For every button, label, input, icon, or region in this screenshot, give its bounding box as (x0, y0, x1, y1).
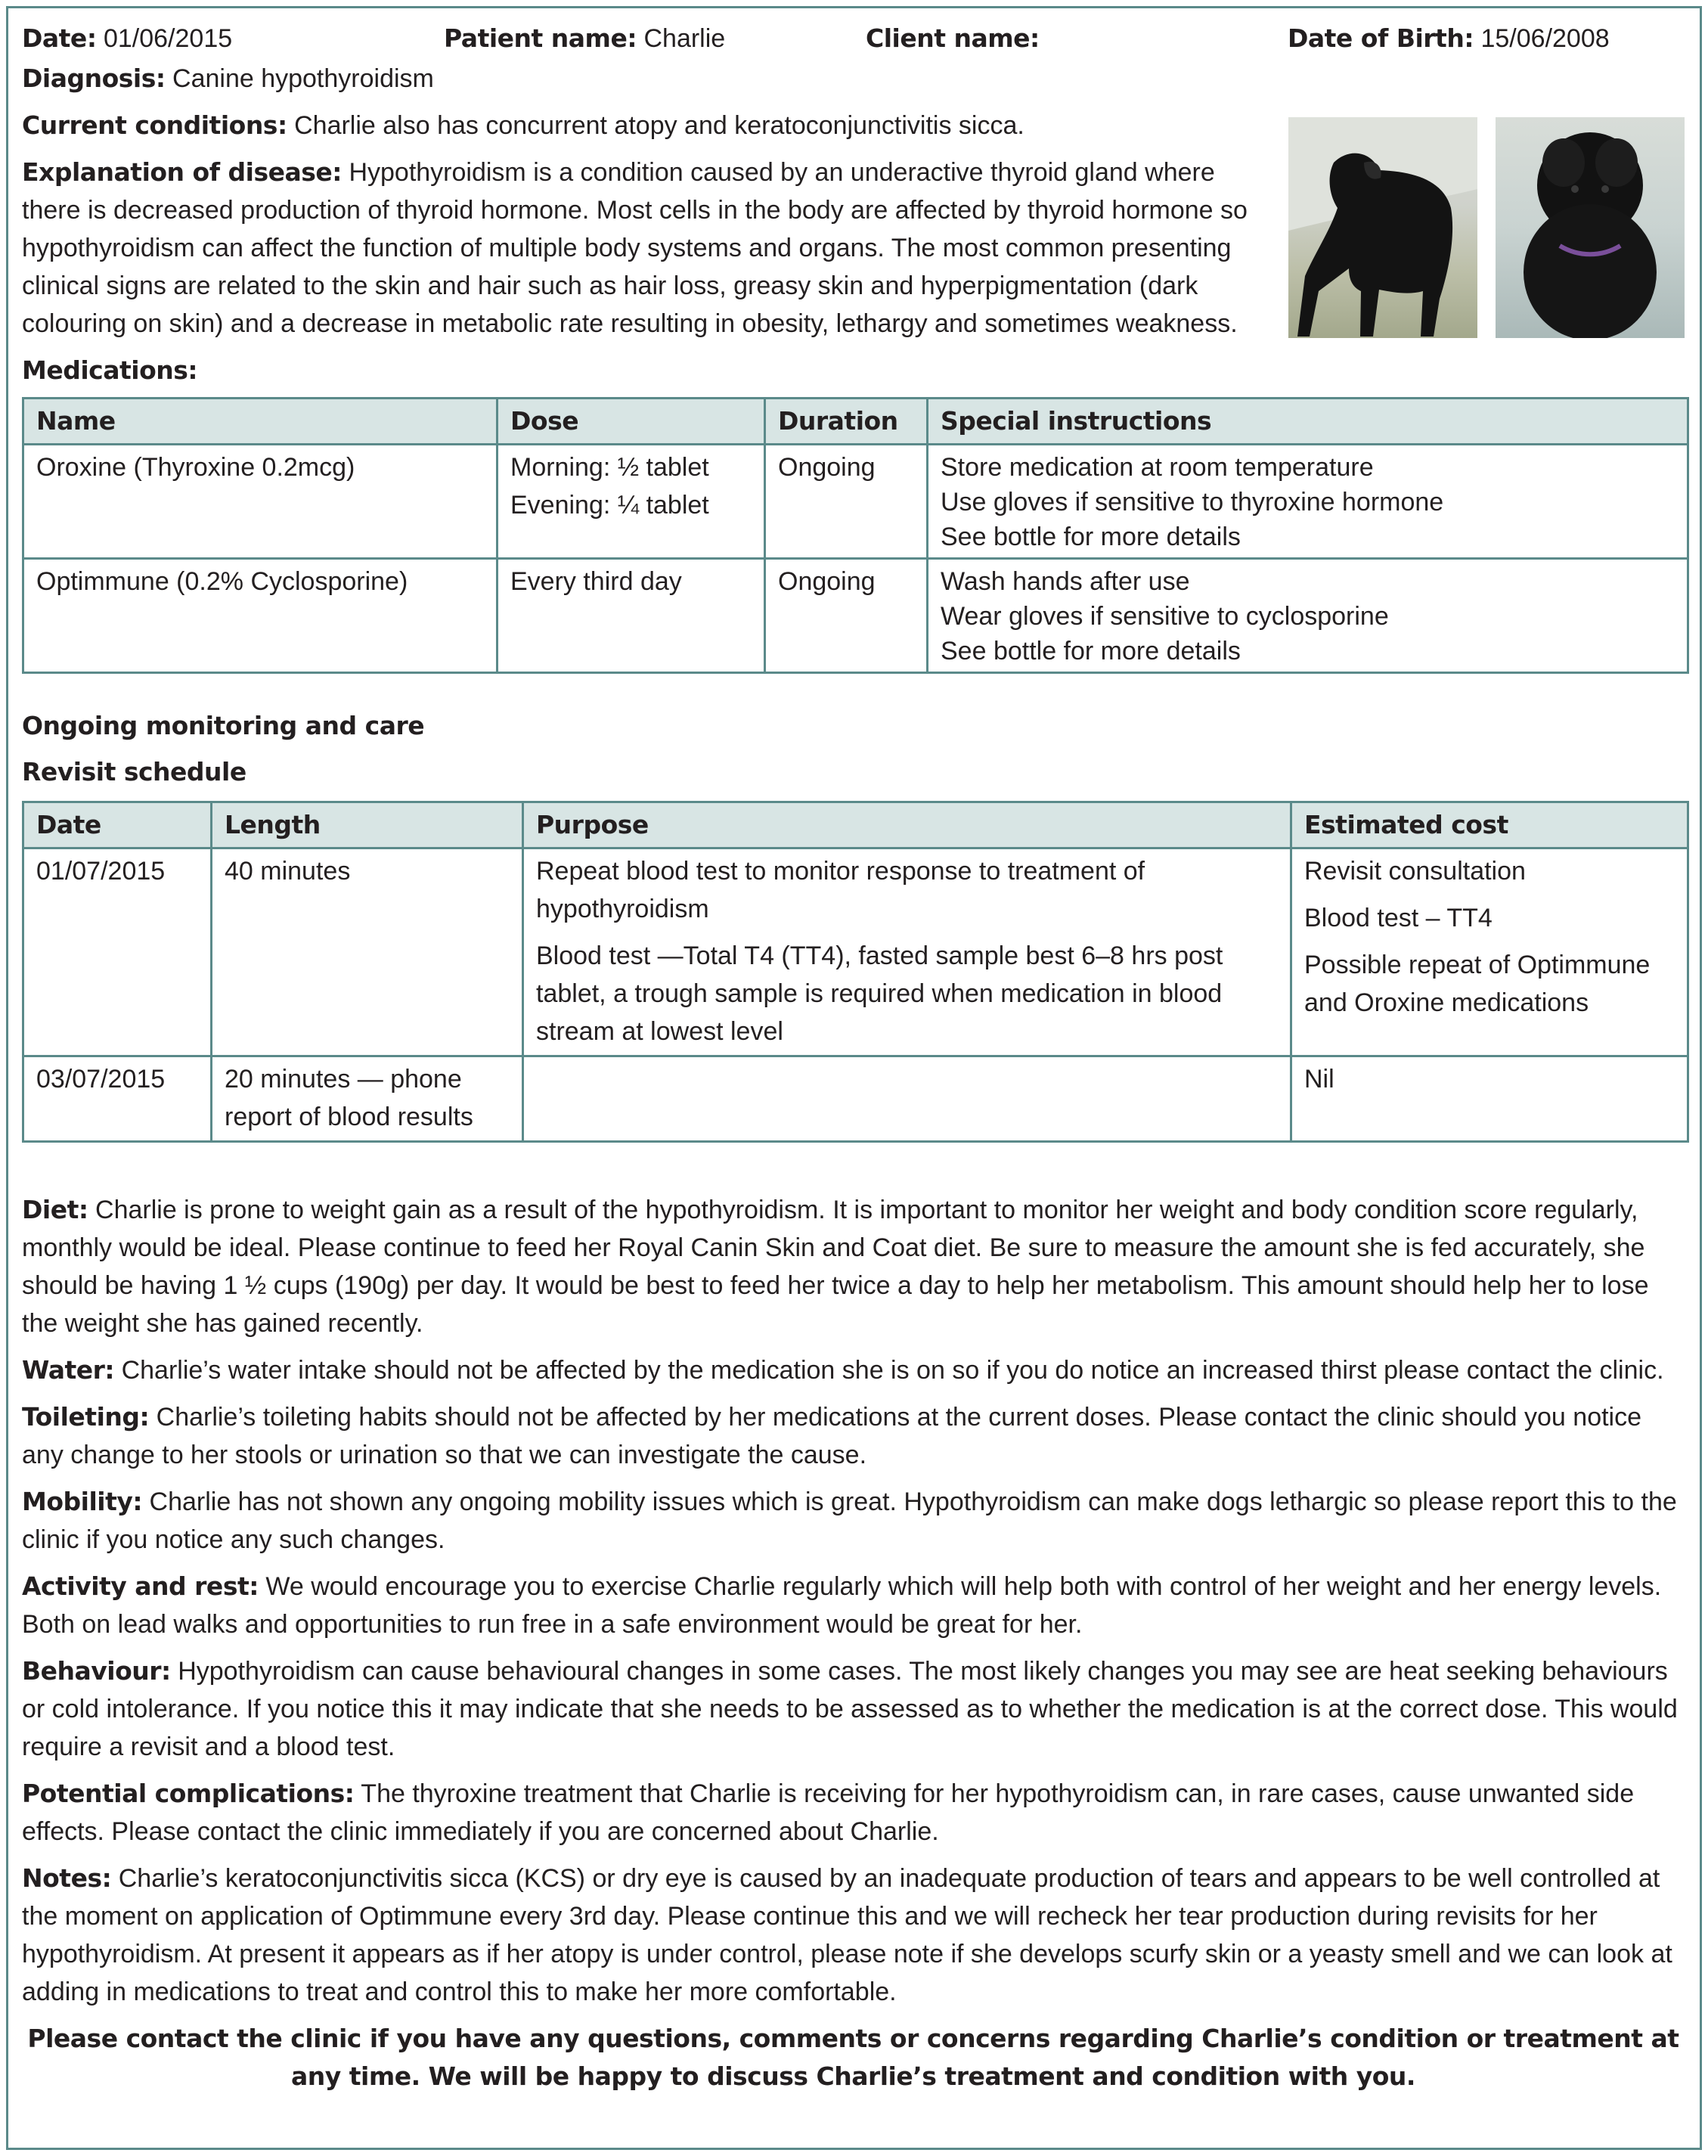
dose-line: Every third day (510, 567, 682, 596)
client-name-label: Client name: (866, 23, 1040, 53)
care-instructions (22, 1191, 1685, 2011)
medication-instructions (928, 559, 1688, 673)
toileting-label: Toileting: (22, 1402, 150, 1432)
revisit-cost: Nil (1291, 1056, 1688, 1142)
patient-header (22, 17, 1685, 60)
water-paragraph (22, 1351, 1685, 1389)
dob-label: Date of Birth: (1288, 23, 1474, 53)
col-header-duration: Duration (765, 399, 928, 445)
medications-header-row (23, 399, 1688, 445)
toileting-paragraph (22, 1398, 1685, 1474)
col-header-date: Date (23, 802, 212, 848)
revisit-length: 40 minutes (212, 848, 523, 1056)
dog-photo-sitting (1496, 117, 1685, 338)
monitoring-heading: Ongoing monitoring and care (22, 711, 425, 740)
purpose-line: Blood test —Total T4 (TT4), fasted sample best 6–8 hrs post tablet, a trough sample is required when medication in blood stream at lowest level (536, 942, 1223, 1046)
current-conditions-label: Current conditions: (22, 110, 287, 140)
discharge-sheet (6, 6, 1702, 2150)
notes-paragraph (22, 1860, 1685, 2011)
dob-field (1288, 20, 1610, 57)
condition-section (22, 107, 1685, 343)
water-text: Charlie’s water intake should not be affected by the medication she is on so if you do notice an increased thirst please contact the clinic. (121, 1356, 1664, 1385)
dog-photo-standing (1288, 117, 1477, 338)
revisit-cost (1291, 848, 1688, 1056)
col-header-instructions: Special instructions (928, 399, 1688, 445)
complications-text: The thyroxine treatment that Charlie is receiving for her hypothyroidism can, in rare cases, cause unwanted side effects. Please contact the clinic immediately if you are concerned about Charlie. (22, 1779, 1635, 1846)
complications-label: Potential complications: (22, 1779, 355, 1808)
date-field (22, 20, 444, 57)
medication-dose (498, 559, 765, 673)
instruction-line: Store medication at room temperature (941, 453, 1374, 482)
instruction-line: See bottle for more details (941, 523, 1241, 551)
medication-name: Optimmune (0.2% Cyclosporine) (23, 559, 498, 673)
patient-name-value: Charlie (643, 24, 726, 53)
disease-explanation-label: Explanation of disease: (22, 157, 342, 187)
instruction-line: See bottle for more details (941, 637, 1241, 665)
behaviour-paragraph (22, 1652, 1685, 1766)
diagnosis-label: Diagnosis: (22, 64, 166, 93)
dose-line: Morning: ½ tablet (510, 453, 709, 482)
medications-table (22, 397, 1689, 674)
behaviour-label: Behaviour: (22, 1656, 171, 1686)
complications-paragraph (22, 1775, 1685, 1850)
diet-text: Charlie is prone to weight gain as a result of the hypothyroidism. It is important to monitor her weight and body condition score regularly, monthly would be ideal. Please continue to feed her Royal Canin Skin and Coat diet. Be sure to measure the amount she is fed accurately, she should be having 1 ½ cups (190g) per day. It would be best to feed her twice a day to help her metabolism. This amount should help her to lose the weight she has gained recently. (22, 1196, 1649, 1338)
patient-name-label: Patient name: (444, 23, 637, 53)
revisit-schedule-heading: Revisit schedule (22, 757, 246, 786)
mobility-text: Charlie has not shown any ongoing mobility issues which is great. Hypothyroidism can make dogs lethargic so please report this to the clinic if you notice any such changes. (22, 1487, 1677, 1554)
cost-line: Blood test – TT4 (1304, 904, 1493, 932)
revisit-purpose (523, 1056, 1291, 1142)
water-label: Water: (22, 1355, 115, 1385)
current-conditions (22, 107, 1267, 144)
notes-text: Charlie’s keratoconjunctivitis sicca (KCS) or dry eye is caused by an inadequate production of tears and appears to be well controlled at the moment on application of Optimmune every 3rd day. Please continue this and we will recheck her tear production during revisits for her hypothyroidism. At present it appears as if her atopy is under control, please note if she develops scurfy skin or a yeasty smell and we can look at adding in medications to treat and control this to make her more comfortable. (22, 1864, 1672, 2006)
diagnosis-value: Canine hypothyroidism (172, 64, 434, 93)
medication-duration: Ongoing (765, 445, 928, 559)
instruction-line: Wash hands after use (941, 567, 1190, 596)
col-header-length: Length (212, 802, 523, 848)
revisit-date: 01/07/2015 (23, 848, 212, 1056)
col-header-cost: Estimated cost (1291, 802, 1688, 848)
revisit-purpose (523, 848, 1291, 1056)
mobility-paragraph (22, 1483, 1685, 1559)
medication-name: Oroxine (Thyroxine 0.2mcg) (23, 445, 498, 559)
table-row (23, 445, 1688, 559)
cost-line: Possible repeat of Optimmune and Oroxine medications (1304, 951, 1651, 1017)
medication-instructions (928, 445, 1688, 559)
client-name-field (866, 20, 1288, 57)
col-header-name: Name (23, 399, 498, 445)
patient-name-field (444, 20, 866, 57)
activity-paragraph (22, 1568, 1685, 1643)
medication-dose (498, 445, 765, 559)
date-label: Date: (22, 23, 97, 53)
revisit-date: 03/07/2015 (23, 1056, 212, 1142)
contact-footer: Please contact the clinic if you have any questions, comments or concerns regarding Charlie’s condition or treatment at any time. We will be happy to discuss Charlie’s treatment and condition with you. (27, 2024, 1679, 2091)
revisit-table (22, 801, 1689, 1143)
activity-label: Activity and rest: (22, 1571, 259, 1601)
activity-text: We would encourage you to exercise Charlie regularly which will help both with control of her weight and her energy levels. Both on lead walks and opportunities to run free in a safe environment would be great for her. (22, 1572, 1662, 1639)
date-value: 01/06/2015 (103, 24, 233, 53)
revisit-length: 20 minutes — phone report of blood results (212, 1056, 523, 1142)
patient-photos (1288, 117, 1685, 343)
instruction-line: Use gloves if sensitive to thyroxine hormone (941, 488, 1444, 517)
behaviour-text: Hypothyroidism can cause behavioural changes in some cases. The most likely changes you may see are heat seeking behaviours or cold intolerance. If you notice this it may indicate that she needs to be assessed as to whether the medication is at the correct dose. This would require a revisit and a blood test. (22, 1657, 1678, 1761)
table-row (23, 1056, 1688, 1142)
toileting-text: Charlie’s toileting habits should not be affected by her medications at the current doses. Please contact the clinic should you notice any change to her stools or urination so that we can investigate the cause. (22, 1403, 1642, 1469)
dose-line: Evening: ¼ tablet (510, 491, 709, 520)
diet-paragraph (22, 1191, 1685, 1342)
notes-label: Notes: (22, 1863, 112, 1893)
revisit-header-row (23, 802, 1688, 848)
current-conditions-value: Charlie also has concurrent atopy and keratoconjunctivitis sicca. (294, 111, 1024, 140)
diet-label: Diet: (22, 1195, 88, 1224)
instruction-line: Wear gloves if sensitive to cyclosporine (941, 602, 1389, 631)
table-row (23, 848, 1688, 1056)
disease-explanation (22, 154, 1267, 343)
col-header-dose: Dose (498, 399, 765, 445)
table-row (23, 559, 1688, 673)
dob-value: 15/06/2008 (1480, 24, 1610, 53)
medications-heading: Medications: (22, 355, 198, 385)
cost-line: Revisit consultation (1304, 857, 1526, 886)
col-header-purpose: Purpose (523, 802, 1291, 848)
disease-explanation-value: Hypothyroidism is a condition caused by an underactive thyroid gland where there is decreased production of thyroid hormone. Most cells in the body are affected by thyroid hormone so hypothyroidism can affect the function of multiple body systems and organs. The most common presenting clinical signs are related to the skin and hair such as hair loss, greasy skin and hyperpigmentation (dark colouring on skin) and a decrease in metabolic rate resulting in obesity, lethargy and sometimes weakness. (22, 158, 1248, 338)
medication-duration: Ongoing (765, 559, 928, 673)
mobility-label: Mobility: (22, 1487, 143, 1516)
diagnosis (22, 60, 1685, 98)
purpose-line: Repeat blood test to monitor response to treatment of hypothyroidism (536, 857, 1145, 923)
